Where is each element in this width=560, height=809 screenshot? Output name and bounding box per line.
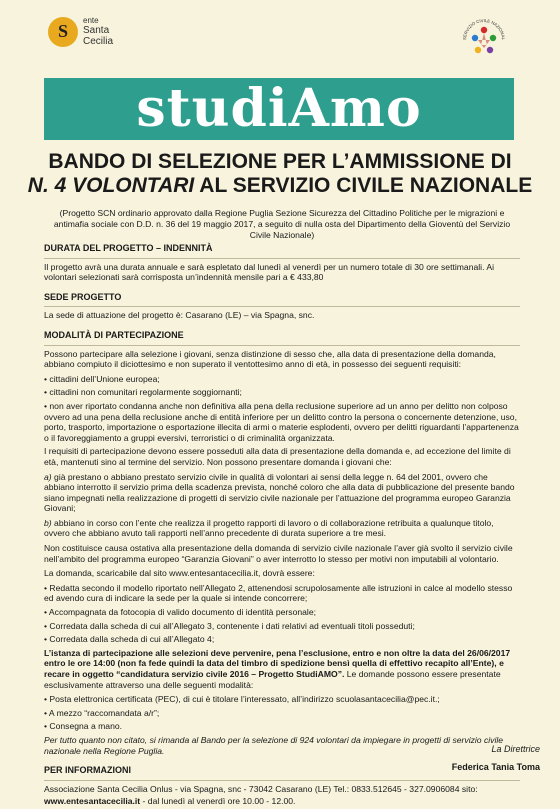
main-content <box>44 238 520 809</box>
modalita-p5-rest: Le domande possono essere presentate esclusivamente attraverso una delle seguenti modalità: <box>44 669 501 690</box>
info-site-link[interactable]: www.entesantacecilia.it <box>44 796 141 807</box>
section-modalita <box>44 325 520 756</box>
header <box>0 0 560 70</box>
svg-text:SERVIZIO CIVILE NAZIONALE <box>458 12 506 41</box>
info-line2 <box>44 796 520 807</box>
banner-title: studiAmo <box>136 78 422 139</box>
servizio-civile-star-logo <box>458 12 510 64</box>
modalita-p3: Non costituisce causa ostativa alla presentazione della domanda di servizio civile nazionale l’aver già svolto il servizio civile nell’ambito del programma europeo “Garanzia Giovani” o aver interrotto lo stesso per motivi non imputabili al volontario. <box>44 543 513 564</box>
invio-2: • A mezzo “raccomandata a/r”; <box>44 707 160 718</box>
domanda-4: • Corredata dalla scheda di cui all’Allegato 4; <box>44 634 215 645</box>
heading-line2 <box>0 174 560 198</box>
modalita-p1: Possono partecipare alla selezione i giovani, senza distinzione di sesso che, alla data di presentazione della domanda, abbiano compiuto il diciottesimo e non superato il ventottesimo anno di età, in possesso dei seguenti requisiti: <box>44 348 496 370</box>
requisito-1: • cittadini dell’Unione europea; <box>44 373 160 384</box>
info-orari: - dal lunedì al venerdì ore 10.00 - 12.00. <box>140 796 296 807</box>
logo-text <box>83 16 113 47</box>
info-title: PER INFORMAZIONI <box>44 760 520 781</box>
sede-title: SEDE PROGETTO <box>44 287 520 308</box>
ente-santa-cecilia-logo <box>48 16 113 47</box>
modalita-p4: La domanda, scaricabile dal sito www.entesantacecilia.it, dovrà essere: <box>44 568 315 579</box>
esclusione-b-label: b) <box>44 517 52 528</box>
page-heading <box>0 150 560 198</box>
esclusione-b <box>44 518 520 539</box>
scadenza-text: L’istanza di partecipazione alle selezioni deve pervenire, pena l’esclusione, entro e non oltre la data del 26/06/2017 entro le ore 14:00 (non fa fede quindi la data del timbro di spedizione bensì quella di effettivo recapito all’Ente), e recare in oggetto “candidatura servizio civile 2016 – Progetto StudiAMO”. <box>44 647 511 679</box>
durata-text: Il progetto avrà una durata annuale e sarà espletato dal lunedì al venerdì per un numero totale di 30 ore settimanali. Ai volontari selezionati sarà corrisposta un’indennità mensile pari a € 433,80 <box>44 261 495 283</box>
domanda-1: • Redatta secondo il modello riportato nell’Allegato 2, attenendosi scrupolosamente alle istruzioni in calce al modello stesso ed avendo cura di indicare la sede per la quale si intende concorrere; <box>44 582 513 604</box>
domanda-2: • Accompagnata da fotocopia di valido documento di identità personale; <box>44 607 316 618</box>
modalita-p5 <box>44 648 520 690</box>
logo-name-line1: Santa <box>83 25 110 36</box>
esclusione-a <box>44 472 520 514</box>
esclusione-b-text: abbiano in corso con l’ente che realizza il progetto rapporti di lavoro o di collaborazione retribuita a qualunque titolo, ovvero che abbiano avuto tali rapporti nell’anno precedente di durata superiore a tre mesi. <box>44 517 494 539</box>
scn-arc-text: SERVIZIO CIVILE NAZIONAL <box>461 17 507 41</box>
esclusione-a-text: già prestano o abbiano prestato servizio civile in qualità di volontari ai sensi della legge n. 64 del 2001, ovvero che abbiano interrotto il servizio prima della scadenza prevista, nonché coloro che alla data di pubblicazione del presente bando siano impegnati nella realizzazione di progetti di servizio civile nazionale per l’attuazione del programma europeo Garanzia Giovani; <box>44 471 515 514</box>
durata-title: DURATA DEL PROGETTO – INDENNITÀ <box>44 238 520 259</box>
requisito-2: • cittadini non comunitari regolarmente soggiornanti; <box>44 387 242 398</box>
modalita-title: MODALITÀ DI PARTECIPAZIONE <box>44 325 520 346</box>
treble-clef-icon: S <box>48 17 78 47</box>
signature-role: La Direttrice <box>491 744 540 754</box>
invio-3: • Consegna a mano. <box>44 721 123 732</box>
signature-name: Federica Tania Toma <box>451 762 540 772</box>
requisito-3: • non aver riportato condanna anche non definitiva alla pena della reclusione superiore ad un anno per delitto non colposo ovvero ad una pena della reclusione anche di entità inferiore per un delitto contro la persona o concernente detenzione, uso, porto, trasporto, importazione o esportazione illecita di armi o materie esplodenti, ovvero per delitti riguardanti l’appartenenza o il favoreggiamento a gruppi eversivi, terroristici o di criminalità organizzata. <box>44 400 519 443</box>
logo-name-line2: Cecilia <box>83 36 114 47</box>
heading-volontari: N. 4 VOLONTARI <box>27 174 195 197</box>
logo-small-label: ente <box>83 16 99 25</box>
modalita-p6: Per tutto quanto non citato, si rimanda al Bando per la selezione di 924 volontari da impiegare in progetti di servizio civile nazionale nella Regione Puglia. <box>44 734 504 756</box>
heading-line1: BANDO DI SELEZIONE PER L’AMMISSIONE DI <box>48 150 512 173</box>
section-durata <box>44 238 520 283</box>
section-sede <box>44 287 520 321</box>
modalita-p2: I requisiti di partecipazione devono essere posseduti alla data di presentazione della domanda e, ad eccezione del limite di età, mantenuti sino al termine del servizio. Non possono presentare domanda i giovani che: <box>44 446 511 467</box>
esclusione-a-label: a) <box>44 471 52 482</box>
signature <box>452 740 540 776</box>
intro-note: (Progetto SCN ordinario approvato dalla Regione Puglia Sezione Sicurezza del Cittadino Politiche per le migrazioni e antimafia sociale con D.D. n. 36 del 19 maggio 2017, a seguito di nulla osta del Dipartimento della Gioventù del Servizio Civile Nazionale) <box>53 208 511 240</box>
invio-1: • Posta elettronica certificata (PEC), di cui è titolare l’interessato, all’indirizzo scuolasantacecilia@pec.it.; <box>44 694 440 705</box>
domanda-3: • Corredata dalla scheda di cui all’Allegato 3, contenente i dati relativi ad eventuali titoli posseduti; <box>44 620 415 631</box>
heading-line2-rest: AL SERVIZIO CIVILE NAZIONALE <box>194 174 533 197</box>
info-line1: Associazione Santa Cecilia Onlus - via Spagna, snc - 73042 Casarano (LE) Tel.: 0833.512645 - 327.0906084 sito: <box>44 783 478 794</box>
title-banner <box>44 78 514 140</box>
sede-text: La sede di attuazione del progetto è: Casarano (LE) – via Spagna, snc. <box>44 310 315 321</box>
